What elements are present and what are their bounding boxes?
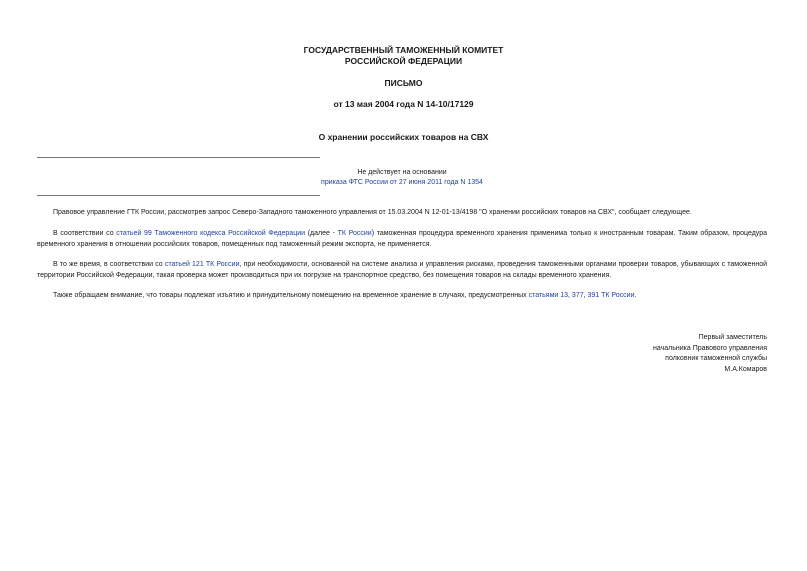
document-subject: О хранении российских товаров на СВХ [318, 132, 489, 142]
article-391-link[interactable]: 391 ТК России [587, 292, 635, 299]
tk-russia-link[interactable]: ТК России [337, 230, 372, 237]
status-order-link[interactable]: приказа ФТС России от 27 июня 2011 года N 1354 [321, 179, 483, 186]
paragraph-2-text-a: В соответствии со [53, 230, 117, 237]
paragraph-3-text-b: , при необходимости, основанной на системе анализа и управления рисками, проведения таможенными органами проверки товаров, убывающих с таможенной территории Российской Федерации, такая проверка может производиться при их погрузке на транспортное средство, без помещения товаров на склады временного хранения. [37, 261, 768, 279]
signature-line-1: Первый заместитель [698, 334, 767, 341]
article-99-link[interactable]: статьей 99 Таможенного кодекса Российской Федерации [116, 230, 306, 237]
paragraph-2-text-b: (далее - [305, 230, 338, 237]
organization-line-2: РОССИЙСКОЙ ФЕДЕРАЦИИ [344, 56, 463, 66]
paragraph-4 [37, 291, 767, 302]
paragraph-3 [37, 260, 767, 281]
status-block [37, 168, 767, 188]
paragraph-1: Правовое управление ГТК России, рассмотрев запрос Северо-Западного таможенного управления от 15.03.2004 N 12-01-13/4198 "О хранении российских товаров на СВХ", сообщает следующее. [53, 209, 692, 216]
paragraph-4-separator-2: , [583, 292, 588, 299]
paragraph-4-end: . [634, 292, 637, 299]
signature-line-2: начальника Правового управления [652, 344, 767, 352]
article-13-link[interactable]: статьями 13 [528, 292, 569, 299]
document-type: ПИСЬМО [384, 78, 423, 88]
status-text: Не действует на основании [357, 169, 447, 176]
signature-line-3: полковник таможенной службы [665, 355, 767, 362]
paragraph-3-text-a: В то же время, в соответствии со [53, 261, 165, 268]
divider-bottom [37, 195, 320, 196]
divider-top [37, 157, 320, 158]
paragraph-2-text-c: ) таможенная процедура временного хранения применима только к иностранным товарам. Таким образом, процедура временного хранения в отношении российских товаров, помещенных под таможенный режим экспорта, не применяется. [37, 230, 767, 248]
signature-name: М.А.Комаров [724, 365, 767, 373]
document-date-number: от 13 мая 2004 года N 14-10/17129 [333, 99, 474, 109]
signature-block [653, 333, 767, 375]
paragraph-4-text-a: Также обращаем внимание, что товары подлежат изъятию и принудительному помещению на временное хранение в случаях, предусмотренных [53, 292, 529, 299]
article-377-link[interactable]: 377 [571, 292, 584, 299]
organization-line-1: ГОСУДАРСТВЕННЫЙ ТАМОЖЕННЫЙ КОМИТЕТ [303, 45, 504, 55]
paragraph-4-separator-1: , [568, 292, 572, 299]
paragraph-2 [37, 229, 767, 250]
article-121-link[interactable]: статьей 121 ТК России [164, 261, 240, 268]
